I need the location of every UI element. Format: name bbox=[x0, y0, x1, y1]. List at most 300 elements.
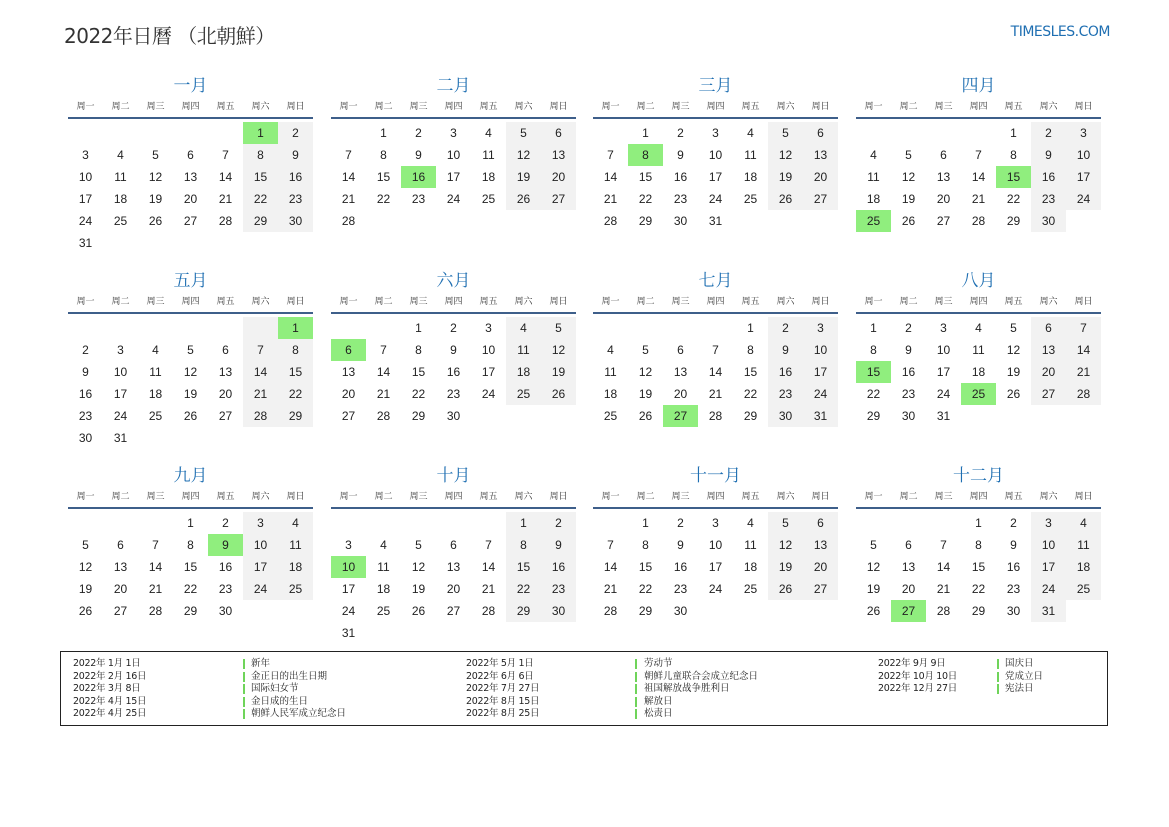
day-cell: 25 bbox=[481, 192, 496, 206]
holiday-date: 2022年 7月 27日 bbox=[466, 683, 540, 694]
day-cell: 24 bbox=[1066, 188, 1101, 210]
empty-day-cell bbox=[926, 122, 961, 144]
weekday-label: 周三 bbox=[671, 102, 690, 112]
day-cell: 22 bbox=[411, 387, 426, 401]
day-cell: 23 bbox=[541, 578, 576, 600]
day-cell: 11 bbox=[377, 560, 390, 574]
day-cell: 17 bbox=[1031, 556, 1066, 578]
month-block bbox=[331, 464, 576, 644]
day-cell: 21 bbox=[341, 192, 356, 206]
weekday-label: 周三 bbox=[934, 492, 953, 502]
weekday-label: 周三 bbox=[671, 492, 690, 502]
day-cell: 4 bbox=[485, 126, 492, 140]
day-cell: 27 bbox=[803, 578, 838, 600]
day-cell: 31 bbox=[708, 214, 723, 228]
holiday-name: 松责日 bbox=[644, 708, 673, 719]
day-cell: 31 bbox=[1031, 600, 1066, 622]
day-cell: 7 bbox=[607, 538, 614, 552]
holiday-name: 金日成的生日 bbox=[251, 695, 309, 707]
day-cell: 2 bbox=[222, 516, 229, 530]
day-cell: 15 bbox=[411, 365, 426, 379]
day-cell: 10 bbox=[708, 538, 723, 552]
empty-day-cell bbox=[803, 600, 838, 622]
day-cell: 3 bbox=[940, 321, 947, 335]
day-cell: 15 bbox=[506, 556, 541, 578]
weekday-label: 周三 bbox=[409, 492, 428, 502]
day-cell: 3 bbox=[243, 512, 278, 534]
day-cell: 25 bbox=[506, 383, 541, 405]
day-cell: 13 bbox=[936, 170, 951, 184]
day-cell: 31 bbox=[78, 236, 93, 250]
day-cell: 3 bbox=[712, 126, 719, 140]
holiday-row bbox=[61, 658, 1101, 671]
day-cell: 2 bbox=[905, 321, 912, 335]
day-cell: 2 bbox=[768, 317, 803, 339]
day-cell: 4 bbox=[975, 321, 982, 335]
day-cell: 26 bbox=[541, 383, 576, 405]
holiday-day-cell: 27 bbox=[891, 600, 926, 622]
day-cell: 5 bbox=[82, 538, 89, 552]
holiday-date: 2022年 4月 25日 bbox=[73, 708, 147, 719]
day-cell: 28 bbox=[936, 604, 951, 618]
empty-day-cell bbox=[173, 427, 208, 449]
day-cell: 12 bbox=[866, 560, 881, 574]
day-cell: 27 bbox=[446, 604, 461, 618]
day-cell: 20 bbox=[803, 166, 838, 188]
day-cell: 16 bbox=[1006, 560, 1021, 574]
day-cell: 23 bbox=[673, 582, 688, 596]
day-cell: 14 bbox=[376, 365, 391, 379]
weekday-label: 周二 bbox=[111, 297, 130, 307]
holiday-day-cell: 1 bbox=[243, 122, 278, 144]
day-cell: 24 bbox=[341, 604, 356, 618]
day-cell: 16 bbox=[901, 365, 916, 379]
holiday-marker bbox=[635, 697, 637, 707]
weekday-label: 周日 bbox=[811, 297, 830, 307]
day-cell: 11 bbox=[482, 148, 495, 162]
holiday-name: 祖国解放战争胜利日 bbox=[644, 683, 730, 694]
empty-day-cell bbox=[698, 317, 733, 339]
day-cell: 10 bbox=[78, 170, 93, 184]
holiday-row bbox=[61, 683, 1101, 696]
day-cell: 9 bbox=[450, 343, 457, 357]
weekday-label: 周二 bbox=[111, 102, 130, 112]
day-cell: 11 bbox=[114, 170, 127, 184]
day-cell: 14 bbox=[148, 560, 163, 574]
weekday-label: 周五 bbox=[741, 297, 760, 307]
day-cell: 21 bbox=[603, 192, 618, 206]
day-cell: 17 bbox=[78, 192, 93, 206]
day-cell: 27 bbox=[936, 214, 951, 228]
day-cell: 29 bbox=[183, 604, 198, 618]
day-cell: 30 bbox=[541, 600, 576, 622]
holiday-date: 2022年 6月 6日 bbox=[466, 670, 534, 682]
holiday-marker bbox=[635, 709, 637, 719]
weekday-label: 周日 bbox=[286, 492, 305, 502]
day-cell: 21 bbox=[603, 582, 618, 596]
weekday-label: 周二 bbox=[636, 492, 655, 502]
empty-day-cell bbox=[366, 317, 401, 339]
day-cell: 3 bbox=[712, 516, 719, 530]
day-cell: 12 bbox=[768, 144, 803, 166]
day-cell: 19 bbox=[901, 192, 916, 206]
day-cell: 27 bbox=[218, 409, 233, 423]
empty-day-cell bbox=[401, 512, 436, 534]
day-cell: 31 bbox=[113, 431, 128, 445]
month-block bbox=[331, 269, 576, 427]
day-cell: 30 bbox=[768, 405, 803, 427]
day-cell: 10 bbox=[936, 343, 951, 357]
month-title: 九月 bbox=[173, 466, 208, 486]
day-cell: 25 bbox=[743, 582, 758, 596]
day-cell: 6 bbox=[450, 538, 457, 552]
day-cell: 14 bbox=[603, 560, 618, 574]
day-cell: 5 bbox=[642, 343, 649, 357]
day-cell: 5 bbox=[768, 512, 803, 534]
weekday-label: 周三 bbox=[146, 102, 165, 112]
day-cell: 26 bbox=[148, 214, 163, 228]
day-cell: 13 bbox=[218, 365, 233, 379]
empty-day-cell bbox=[961, 122, 996, 144]
day-grid bbox=[856, 122, 1101, 232]
day-cell: 13 bbox=[541, 144, 576, 166]
weekday-label: 周六 bbox=[514, 492, 533, 502]
day-cell: 21 bbox=[148, 582, 163, 596]
weekday-label: 周六 bbox=[1039, 492, 1058, 502]
day-cell: 3 bbox=[485, 321, 492, 335]
weekday-label: 周二 bbox=[374, 297, 393, 307]
weekday-label: 周日 bbox=[1074, 297, 1093, 307]
weekday-label: 周四 bbox=[706, 492, 725, 502]
day-grid bbox=[331, 512, 576, 644]
day-cell: 4 bbox=[870, 148, 877, 162]
day-cell: 17 bbox=[936, 365, 951, 379]
day-cell: 19 bbox=[411, 582, 426, 596]
day-cell: 26 bbox=[866, 604, 881, 618]
day-cell: 14 bbox=[708, 365, 723, 379]
day-grid bbox=[331, 122, 576, 232]
day-cell: 22 bbox=[1006, 192, 1021, 206]
day-cell: 15 bbox=[278, 361, 313, 383]
day-cell: 30 bbox=[1031, 210, 1066, 232]
day-cell: 9 bbox=[677, 538, 684, 552]
day-cell: 5 bbox=[1010, 321, 1017, 335]
day-cell: 18 bbox=[481, 170, 496, 184]
month-block bbox=[593, 464, 838, 622]
day-cell: 3 bbox=[117, 343, 124, 357]
weekday-label: 周日 bbox=[286, 297, 305, 307]
day-cell: 22 bbox=[743, 387, 758, 401]
day-cell: 28 bbox=[1066, 383, 1101, 405]
month-title: 二月 bbox=[436, 76, 471, 96]
weekday-label: 周六 bbox=[776, 102, 795, 112]
holiday-date: 2022年 9月 9日 bbox=[878, 658, 946, 669]
day-cell: 25 bbox=[603, 409, 618, 423]
weekday-label: 周五 bbox=[741, 102, 760, 112]
weekday-label: 周日 bbox=[286, 102, 305, 112]
empty-day-cell bbox=[173, 317, 208, 339]
day-cell: 2 bbox=[1010, 516, 1017, 530]
day-cell: 8 bbox=[243, 144, 278, 166]
day-cell: 4 bbox=[117, 148, 124, 162]
day-cell: 23 bbox=[446, 387, 461, 401]
day-cell: 30 bbox=[1006, 604, 1021, 618]
day-cell: 29 bbox=[866, 409, 881, 423]
empty-day-cell bbox=[593, 317, 628, 339]
day-cell: 1 bbox=[187, 516, 194, 530]
day-cell: 29 bbox=[278, 405, 313, 427]
day-cell: 16 bbox=[1031, 166, 1066, 188]
day-cell: 10 bbox=[481, 343, 496, 357]
month-block bbox=[68, 464, 313, 622]
day-cell: 30 bbox=[78, 431, 93, 445]
day-grid bbox=[593, 317, 838, 427]
day-cell: 22 bbox=[971, 582, 986, 596]
day-cell: 13 bbox=[1031, 339, 1066, 361]
empty-day-cell bbox=[593, 122, 628, 144]
day-cell: 4 bbox=[1066, 512, 1101, 534]
weekday-label: 周一 bbox=[864, 297, 883, 307]
empty-day-cell bbox=[138, 232, 173, 254]
day-cell: 19 bbox=[866, 582, 881, 596]
holiday-name: 朝鲜人民军成立纪念日 bbox=[251, 708, 347, 719]
weekday-label: 周六 bbox=[1039, 297, 1058, 307]
day-cell: 14 bbox=[603, 170, 618, 184]
day-cell: 5 bbox=[870, 538, 877, 552]
day-cell: 17 bbox=[341, 582, 356, 596]
day-cell: 2 bbox=[677, 516, 684, 530]
weekday-label: 周六 bbox=[1039, 102, 1058, 112]
day-cell: 28 bbox=[341, 214, 356, 228]
day-cell: 25 bbox=[148, 409, 163, 423]
day-cell: 9 bbox=[415, 148, 422, 162]
empty-day-cell bbox=[68, 512, 103, 534]
day-cell: 5 bbox=[152, 148, 159, 162]
empty-day-cell bbox=[663, 317, 698, 339]
day-cell: 9 bbox=[541, 534, 576, 556]
empty-day-cell bbox=[471, 622, 506, 644]
empty-day-cell bbox=[628, 317, 663, 339]
empty-day-cell bbox=[733, 210, 768, 232]
day-cell: 26 bbox=[78, 604, 93, 618]
day-cell: 26 bbox=[901, 214, 916, 228]
empty-day-cell bbox=[243, 232, 278, 254]
month-title: 四月 bbox=[961, 76, 996, 96]
empty-day-cell bbox=[1066, 600, 1101, 622]
day-cell: 24 bbox=[803, 383, 838, 405]
month-title: 一月 bbox=[173, 76, 208, 96]
weekday-label: 周二 bbox=[111, 492, 130, 502]
day-cell: 18 bbox=[603, 387, 618, 401]
day-cell: 22 bbox=[243, 188, 278, 210]
weekday-label: 周二 bbox=[899, 102, 918, 112]
empty-day-cell bbox=[331, 317, 366, 339]
empty-day-cell bbox=[103, 232, 138, 254]
day-cell: 11 bbox=[972, 343, 985, 357]
weekday-label: 周四 bbox=[181, 297, 200, 307]
holiday-date: 2022年 4月 15日 bbox=[73, 695, 147, 707]
empty-day-cell bbox=[506, 622, 541, 644]
day-cell: 21 bbox=[708, 387, 723, 401]
day-cell: 1 bbox=[415, 321, 422, 335]
day-cell: 26 bbox=[1006, 387, 1021, 401]
site-link[interactable]: TIMESLES.COM bbox=[1010, 24, 1110, 40]
day-cell: 8 bbox=[747, 343, 754, 357]
day-cell: 30 bbox=[278, 210, 313, 232]
weekday-label: 周一 bbox=[601, 102, 620, 112]
empty-day-cell bbox=[138, 512, 173, 534]
day-cell: 5 bbox=[541, 317, 576, 339]
day-cell: 17 bbox=[708, 170, 723, 184]
day-cell: 4 bbox=[506, 317, 541, 339]
weekday-label: 周五 bbox=[479, 297, 498, 307]
day-cell: 20 bbox=[901, 582, 916, 596]
day-cell: 14 bbox=[481, 560, 496, 574]
day-cell: 6 bbox=[222, 343, 229, 357]
empty-day-cell bbox=[698, 600, 733, 622]
day-cell: 31 bbox=[936, 409, 951, 423]
weekday-label: 周四 bbox=[706, 102, 725, 112]
day-cell: 22 bbox=[638, 192, 653, 206]
weekday-label: 周二 bbox=[899, 492, 918, 502]
holiday-day-cell: 16 bbox=[401, 166, 436, 188]
weekday-label: 周二 bbox=[636, 102, 655, 112]
empty-day-cell bbox=[1031, 405, 1066, 427]
day-cell: 15 bbox=[243, 166, 278, 188]
empty-day-cell bbox=[768, 210, 803, 232]
holiday-list bbox=[60, 651, 1108, 726]
holiday-date: 2022年 1月 1日 bbox=[73, 658, 141, 669]
day-cell: 17 bbox=[243, 556, 278, 578]
day-cell: 18 bbox=[278, 556, 313, 578]
holiday-day-cell: 15 bbox=[856, 361, 891, 383]
empty-day-cell bbox=[436, 210, 471, 232]
day-cell: 2 bbox=[82, 343, 89, 357]
holiday-name: 宪法日 bbox=[1005, 683, 1034, 694]
day-cell: 20 bbox=[541, 166, 576, 188]
day-cell: 12 bbox=[148, 170, 163, 184]
day-cell: 17 bbox=[113, 387, 128, 401]
day-grid bbox=[856, 512, 1101, 622]
day-cell: 14 bbox=[218, 170, 233, 184]
day-cell: 29 bbox=[743, 409, 758, 423]
empty-day-cell bbox=[138, 317, 173, 339]
day-grid bbox=[331, 317, 576, 427]
day-cell: 23 bbox=[218, 582, 233, 596]
day-cell: 10 bbox=[113, 365, 128, 379]
holiday-name: 金正日的出生日期 bbox=[251, 670, 328, 682]
day-cell: 24 bbox=[481, 387, 496, 401]
day-cell: 25 bbox=[278, 578, 313, 600]
empty-day-cell bbox=[856, 122, 891, 144]
day-cell: 3 bbox=[803, 317, 838, 339]
day-cell: 13 bbox=[183, 170, 198, 184]
day-cell: 28 bbox=[218, 214, 233, 228]
weekday-label: 周三 bbox=[671, 297, 690, 307]
weekday-label: 周日 bbox=[1074, 102, 1093, 112]
day-grid bbox=[68, 122, 313, 254]
weekday-label: 周六 bbox=[251, 297, 270, 307]
day-cell: 16 bbox=[446, 365, 461, 379]
empty-day-cell bbox=[103, 122, 138, 144]
day-cell: 23 bbox=[1006, 582, 1021, 596]
day-cell: 14 bbox=[1066, 339, 1101, 361]
weekday-header bbox=[593, 98, 838, 119]
day-cell: 14 bbox=[936, 560, 951, 574]
empty-day-cell bbox=[733, 600, 768, 622]
month-title: 十一月 bbox=[690, 466, 741, 486]
day-cell: 26 bbox=[411, 604, 426, 618]
day-cell: 6 bbox=[803, 512, 838, 534]
day-cell: 18 bbox=[866, 192, 881, 206]
day-cell: 23 bbox=[768, 383, 803, 405]
day-cell: 13 bbox=[113, 560, 128, 574]
day-cell: 17 bbox=[446, 170, 461, 184]
empty-day-cell bbox=[366, 622, 401, 644]
day-cell: 1 bbox=[380, 126, 387, 140]
day-cell: 7 bbox=[243, 339, 278, 361]
empty-day-cell bbox=[103, 512, 138, 534]
day-cell: 16 bbox=[768, 361, 803, 383]
day-cell: 7 bbox=[1066, 317, 1101, 339]
day-grid bbox=[68, 512, 313, 622]
weekday-label: 周四 bbox=[444, 297, 463, 307]
empty-day-cell bbox=[471, 405, 506, 427]
day-cell: 2 bbox=[1031, 122, 1066, 144]
day-cell: 8 bbox=[870, 343, 877, 357]
page-title: 2022年日曆 （北朝鮮） bbox=[64, 24, 275, 48]
day-cell: 19 bbox=[1006, 365, 1021, 379]
day-cell: 10 bbox=[446, 148, 461, 162]
holiday-day-cell: 25 bbox=[961, 383, 996, 405]
empty-day-cell bbox=[803, 210, 838, 232]
day-cell: 3 bbox=[82, 148, 89, 162]
weekday-label: 周一 bbox=[339, 297, 358, 307]
day-cell: 29 bbox=[243, 210, 278, 232]
month-block bbox=[331, 74, 576, 232]
day-cell: 7 bbox=[222, 148, 229, 162]
day-cell: 2 bbox=[415, 126, 422, 140]
day-cell: 11 bbox=[149, 365, 162, 379]
empty-day-cell bbox=[173, 122, 208, 144]
weekday-label: 周三 bbox=[146, 492, 165, 502]
day-cell: 17 bbox=[803, 361, 838, 383]
day-cell: 11 bbox=[744, 538, 757, 552]
holiday-day-cell: 9 bbox=[208, 534, 243, 556]
month-block bbox=[593, 269, 838, 427]
weekday-label: 周三 bbox=[934, 297, 953, 307]
day-cell: 23 bbox=[78, 409, 93, 423]
day-cell: 12 bbox=[506, 144, 541, 166]
day-cell: 26 bbox=[506, 188, 541, 210]
month-block bbox=[856, 269, 1101, 427]
holiday-name: 朝鲜儿童联合会成立纪念日 bbox=[644, 670, 759, 682]
day-cell: 20 bbox=[113, 582, 128, 596]
day-cell: 28 bbox=[603, 604, 618, 618]
holiday-marker bbox=[997, 659, 999, 669]
empty-day-cell bbox=[436, 622, 471, 644]
day-cell: 5 bbox=[506, 122, 541, 144]
weekday-label: 周三 bbox=[409, 102, 428, 112]
empty-day-cell bbox=[401, 622, 436, 644]
day-cell: 28 bbox=[708, 409, 723, 423]
empty-day-cell bbox=[138, 427, 173, 449]
empty-day-cell bbox=[926, 512, 961, 534]
weekday-header bbox=[593, 293, 838, 314]
day-cell: 30 bbox=[673, 604, 688, 618]
day-cell: 12 bbox=[768, 534, 803, 556]
day-cell: 11 bbox=[744, 148, 757, 162]
